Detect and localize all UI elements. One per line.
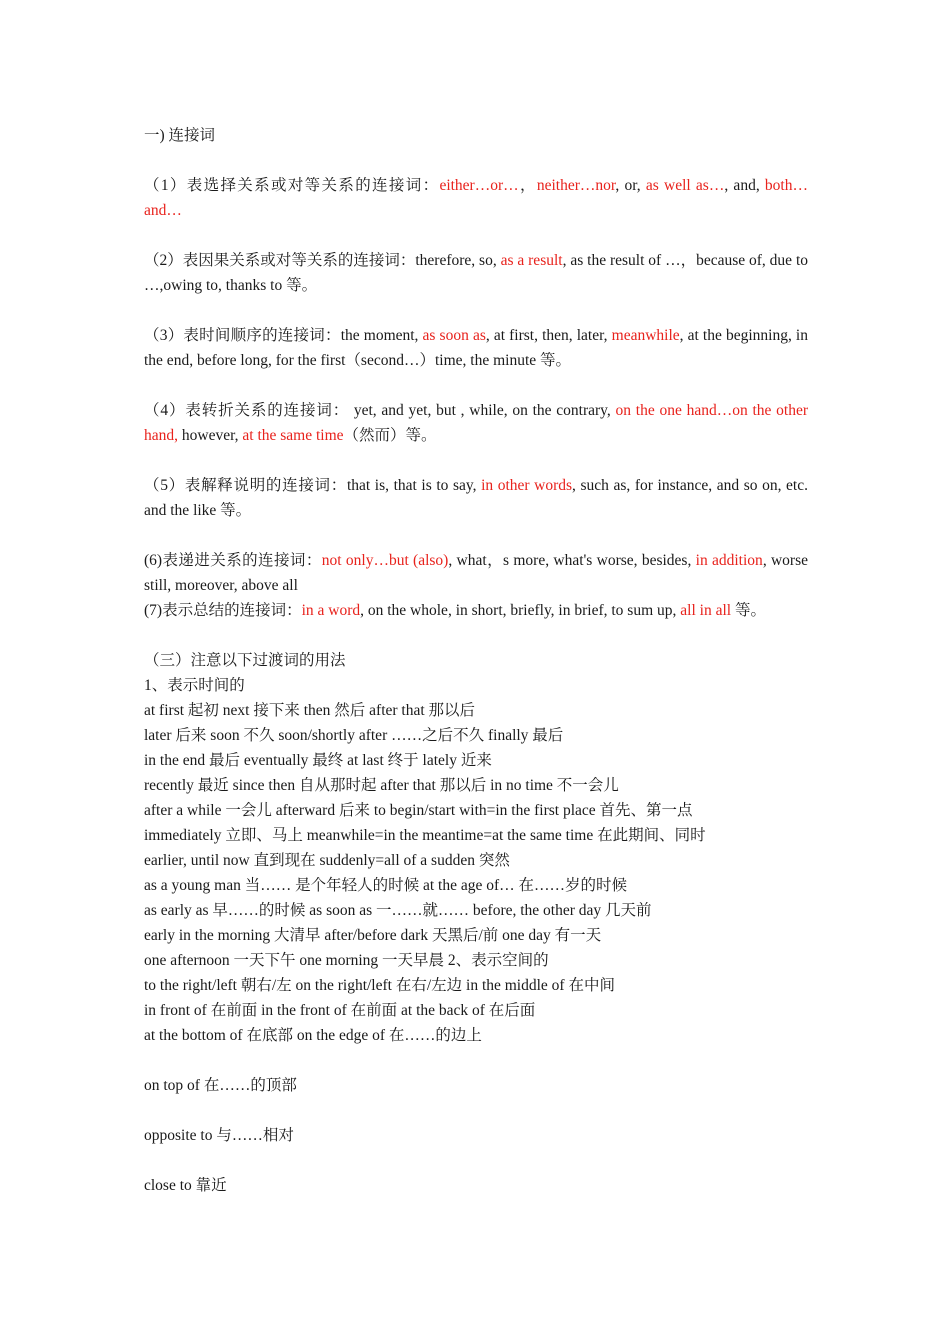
text-run: （4）表转折关系的连接词： yet, and yet, but , while, on the contrary, — [144, 402, 616, 419]
text-run: however, — [178, 427, 243, 444]
spacer — [144, 448, 808, 473]
list-line: recently 最近 since then 自从那时起 after that 那以后 in no time 不一会儿 — [144, 777, 619, 794]
text-run: （1）表选择关系或对等关系的连接词： — [144, 177, 440, 194]
list-line: later 后来 soon 不久 soon/shortly after ……之后不久 finally 最后 — [144, 727, 564, 744]
text-run: 等。 — [731, 602, 766, 619]
document-body — [144, 123, 808, 1198]
paragraph-choice-connectives — [144, 173, 808, 223]
list-line: one afternoon 一天下午 one morning 一天早晨 2、表示空间的 — [144, 952, 549, 969]
spacer — [144, 223, 808, 248]
list-line: immediately 立即、马上 meanwhile=in the meantime=at the same time 在此期间、同时 — [144, 827, 706, 844]
highlight-term: as well as… — [645, 177, 725, 194]
list-line: earlier, until now 直到现在 suddenly=all of a sudden 突然 — [144, 852, 510, 869]
highlight-term: as soon as — [422, 327, 486, 344]
list-line: close to 靠近 — [144, 1177, 227, 1194]
highlight-term: in other words — [481, 477, 573, 494]
highlight-term: in a word — [301, 602, 361, 619]
text-run: , on the whole, in short, briefly, in brief, to sum up, — [360, 602, 681, 619]
paragraph-time-connectives — [144, 323, 808, 373]
highlight-term: in addition — [695, 552, 763, 569]
section-heading-connectives: 一) 连接词 — [144, 127, 216, 144]
text-run: , as the result of …，because of, due to …,owing to, thanks to 等。 — [144, 252, 809, 294]
text-run: (6)表递进关系的连接词： — [144, 552, 322, 569]
text-run: (7)表示总结的连接词： — [144, 602, 302, 619]
highlight-term: neither…nor — [536, 177, 616, 194]
highlight-term: as a result — [500, 252, 563, 269]
highlight-term: all in all — [680, 602, 732, 619]
list-line: opposite to 与……相对 — [144, 1127, 294, 1144]
spacer — [144, 1098, 808, 1123]
highlight-term: on the one hand…on the other hand, — [144, 402, 808, 444]
text-run: （2）表因果关系或对等关系的连接词：therefore, so, — [144, 252, 501, 269]
spacer — [144, 1148, 808, 1173]
paragraph-explanation-connectives — [144, 473, 808, 523]
text-run: （然而）等。 — [343, 427, 437, 444]
list-line: after a while 一会儿 afterward 后来 to begin/start with=in the first place 首先、第一点 — [144, 802, 693, 819]
spacer — [144, 523, 808, 548]
list-line: on top of 在……的顶部 — [144, 1077, 297, 1094]
spacer — [144, 1048, 808, 1073]
list-line: 1、表示时间的 — [144, 677, 245, 694]
text-run: , and, — [724, 177, 765, 194]
list-line: as a young man 当…… 是个年轻人的时候 at the age of… 在……岁的时候 — [144, 877, 628, 894]
list-line: early in the morning 大清早 after/before dark 天黑后/前 one day 有一天 — [144, 927, 602, 944]
text-run: , at first, then, later, — [485, 327, 612, 344]
spacer — [144, 298, 808, 323]
list-line: to the right/left 朝右/左 on the right/left 在右/左边 in the middle of 在中间 — [144, 977, 615, 994]
text-run: （3）表时间顺序的连接词：the moment, — [144, 327, 423, 344]
highlight-term: at the same time — [242, 427, 344, 444]
text-run: , or, — [615, 177, 646, 194]
text-run: , worse still, moreover, above all — [144, 552, 809, 594]
list-line: at the bottom of 在底部 on the edge of 在……的边上 — [144, 1027, 482, 1044]
text-run: , at the beginning, in the end, before long, for the first（second…）time, the minute 等。 — [144, 327, 808, 369]
highlight-term: both…and… — [144, 177, 808, 219]
list-line: in front of 在前面 in the front of 在前面 at the back of 在后面 — [144, 1002, 536, 1019]
paragraph-contrast-connectives — [144, 398, 808, 448]
spacer — [144, 148, 808, 173]
list-line: as early as 早……的时候 as soon as 一……就…… before, the other day 几天前 — [144, 902, 652, 919]
paragraph-summary-connectives — [144, 598, 808, 623]
list-line: at first 起初 next 接下来 then 然后 after that 那以后 — [144, 702, 476, 719]
text-run: , such as, for instance, and so on, etc. and the like 等。 — [144, 477, 808, 519]
paragraph-cause-connectives — [144, 248, 808, 298]
highlight-term: meanwhile — [611, 327, 680, 344]
highlight-term: either…or… — [439, 177, 519, 194]
text-run: ， — [518, 177, 537, 194]
section-heading-transitions: （三）注意以下过渡词的用法 — [144, 652, 346, 669]
spacer — [144, 623, 808, 648]
text-run: （5）表解释说明的连接词：that is, that is to say, — [144, 477, 482, 494]
list-line: in the end 最后 eventually 最终 at last 终于 lately 近来 — [144, 752, 492, 769]
spacer — [144, 373, 808, 398]
highlight-term: not only…but (also) — [321, 552, 449, 569]
text-run: , what，s more, what's worse, besides, — [448, 552, 696, 569]
paragraph-progression-connectives — [144, 548, 808, 598]
